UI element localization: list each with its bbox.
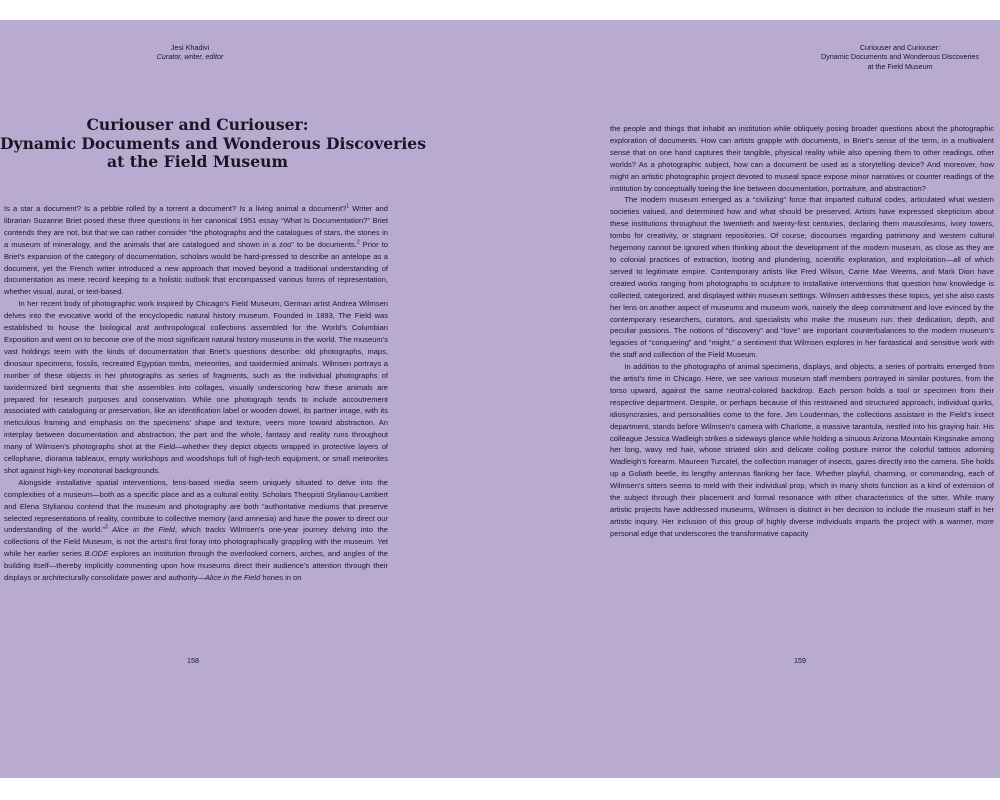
text-run: hones in on	[260, 573, 302, 583]
work-title: Alice in the Field	[112, 525, 175, 535]
right-body-text	[610, 123, 994, 540]
page-number: 158	[187, 656, 199, 665]
left-body-text	[4, 203, 388, 584]
title-line-2: Dynamic Documents and Wonderous Discoveries	[0, 133, 426, 153]
work-title: Alice in the Field	[204, 573, 261, 583]
running-head-line: at the Field Museum	[867, 61, 933, 71]
paragraph	[4, 477, 388, 584]
title-line-3: at the Field Museum	[107, 152, 288, 172]
footnote-ref[interactable]: 3	[104, 524, 108, 531]
running-head	[600, 43, 1000, 71]
author-name: Jesi Khadivi	[170, 43, 210, 52]
paragraph: the people and things that inhabit an institution while obliquely posing broader questions about the photographic exploration of documents. How can artists grapple with documents, in Briet’s sense of the term, in a multivalent sense that on one hand captures their tangible, physical reality while also opening them to other readings, other worlds? As a photographic subject, how can a document be used as a storytelling device? And moreover, how might an artistic photographic project devoted to museal space expose minor narratives or counter readings of the institution by conceptually toeing the line between documentation, portraiture, and abstraction?	[610, 124, 994, 193]
work-title: B.ODE	[84, 549, 109, 559]
author-role: Curator, writer, editor	[156, 52, 224, 62]
footnote-ref[interactable]: 1	[346, 203, 350, 210]
text-run: explores an institution through the overlooked corners, arches, and angles of the building itself—thereby implicitly commenting upon how museums direct their audience’s attention through their displays or architecturally consolidate power and authority—	[4, 549, 388, 583]
paragraph: In her recent body of photographic work inspired by Chicago’s Field Museum, German artist Andrea Wilmsen delves into the evocative world of the encyclopedic natural history museum. Founded in 1893, The Field was established to house the biological and anthropological collections assembled for the World’s Columbian Exposition and went on to become one of the most significant natural history museums in the world. The museum’s vast holdings teem with the kinds of documentation that Briet’s questions describe: old photographs, maps, dinosaur specimens, fossils, recreated Egyptian tombs, meteorites, and taxidermied animals. Wilmsen portrays a number of these objects in her photographs as series of fragments, such as the individual photographs of taxidermized bird segments that she assembles into collages, visually underscoring how these animals are prepared for research purposes and conservation. While one photograph tends to include accoutrement associated with cataloguing or preservation, like an identification label or wooden dowel, its partner image, with its meticulous framing and emphasis on the specimens’ shape and texture, veers more toward abstraction. An interplay between documentation and abstraction, the part and the whole, fantasy and reality runs throughout many of Wilmsen’s photographs shot at the Field—whether they depict objects wrapped in protective layers of cellophane, diorama tableaux, empty workshops and woodshops full of high-tech equipment, or small meteorites shot against high-key monotonal backgrounds.	[4, 299, 388, 475]
page-number: 159	[794, 656, 806, 665]
text-run: , which tracks Wilmsen’s one-year journey delving into the collections of the Field Museum, is not the artist’s first foray into photographically grappling with the museum. Yet while her earlier series	[4, 525, 388, 559]
text-run: Prior to Briet’s expansion of the category of documentation, scholars would be hard-pressed to describe an antelope as a document, yet the French writer introduced a new approach that moved beyond a traditional understanding of documentation as mere record keeping to a holistic outlook that encompassed various forms of representation, whether visual, aural, or text-based.	[4, 239, 389, 297]
footnote-ref[interactable]: 2	[356, 239, 360, 246]
author-credit	[0, 43, 380, 62]
text-run: Alongside installative spatial interventions, lens-based media seem uniquely situated to delve into the complexities of a museum—both as a specific place and as a cultural entity. Scholars Theopisti Stylianou-Lambert and Elena Stylianou contend that the museum and photography are both “authoritative mediums that preserve selected representations of reality, contribute to collective memory (and amnesia) and have the power to direct our understanding of the world.”	[4, 477, 388, 535]
running-head-line: Curiouser and Curiouser:	[859, 43, 941, 52]
running-head-line: Dynamic Documents and Wonderous Discoveries	[820, 52, 980, 62]
paragraph	[4, 203, 388, 298]
book-spread	[0, 20, 1000, 778]
paragraph: The modern museum emerged as a “civilizing” force that imparted cultural codes, articulated what western societies valued, and determined how and what should be preserved. Artists have expressed skepticism about these institutions throughout the twentieth and twenty-first centuries, declaring them mausoleums, ivory towers, tombs for creativity, or stagnant repositories. Of course, discourses regarding patrimony and western cultural hegemony cannot be ignored when thinking about the development of the modern museum, as close as they are to colonial practices of extraction, looting and plundering, scientific exploration, and exploitation—all of which served to legitimate empire. Contemporary artists like Fred Wilson, Carrie Mae Weems, and Mark Dion have created works ranging from photographs to sculpture to installative interventions that question how knowledge is collected, categorized, and displayed within museum settings. Wilmsen addresses these topics, yet she also casts her lens on another aspect of museums and museum work, namely the deep commitment and love evinced by the contemporary researchers, curators, and specialists who make the museum run: their dedication, depth, and peculiar passions. The notions of “discovery” and “love” are important counterbalances to the modern museum’s legacies of “conquering” and “might,” a sentiment that Wilmsen explores in her fantastical and sensitive work with the staff and collection of the Field Museum.	[610, 195, 994, 360]
title-line-1: Curiouser and Curiouser:	[86, 115, 309, 134]
text-run: Is a star a document? Is a pebble rolled by a torrent a document? Is a living animal a document?	[4, 204, 347, 213]
paragraph: In addition to the photographs of animal specimens, displays, and objects, a series of portraits emerged from the artist’s time in Chicago. Here, we see various museum staff members portrayed in similar postures, from the torso upward, against the same neutral-colored backdrop. Each person holds a tool or specimen from their respective department. Despite, or perhaps because of this restrained and structured approach, individual quirks, idiosyncrasies, and personalities come to the fore. Jim Louderman, the collections assistant in the Field’s insect department, stands before Wilmsen’s camera with Charlotte, a massive tarantula, nestled into his graying hair. His colleague Jessica Wadleigh strikes a sideways glance while holding a sinuous Arizona Mountain Kingsnake among her long, wavy red hair, whose striated skin and delicate coiling posture mirror the colorful tattoos adorning Wadleigh’s forearm. Maureen Turcatel, the collection manager of insects, gazes directly into the camera. She holds up a Goliath beetle, its lengthy antennas flanking her face. Whether playful, charming, or commanding, each of Wilmsen’s sitters seems to meld with their individual prop, which in many shots function as a kind of extension of the subject through their placement and formal resonance with other characteristics of the sitter. While many artistic projects have addressed museums, Wilmsen is distinct in her decision to include the museum staff in her artistic inquiry. Her inclusion of this group of highly diverse individuals imparts the project with a warmer, more personal edge that underscores the transformative capacity	[610, 362, 994, 538]
text-run: Writer and librarian Suzanne Briet posed these three questions in her canonical 1951 essay “What Is Documentation?” Briet contends they are not, but that we can rather consider “the photographs and the catalogues of stars, the stones in a museum of mineralogy, and the animals that are catalogued and shown in a zoo” to be documents.	[4, 204, 388, 249]
right-page	[500, 20, 1000, 778]
left-page	[0, 20, 500, 778]
article-title	[0, 115, 426, 172]
